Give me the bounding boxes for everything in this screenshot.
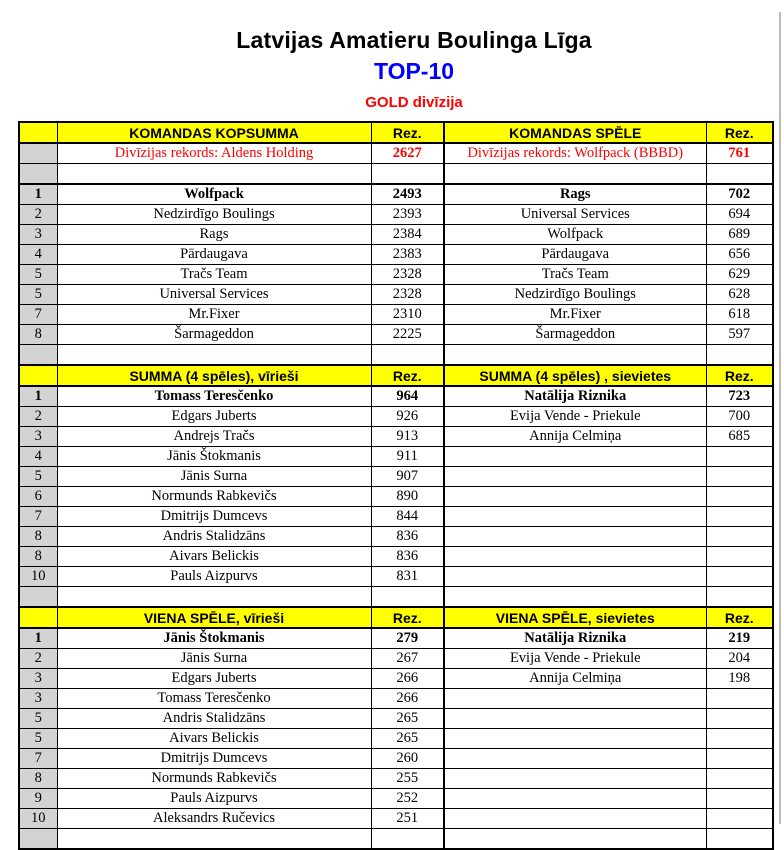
- name-cell: Edgars Juberts: [57, 407, 371, 427]
- name-cell: Evija Vende - Priekule: [444, 649, 706, 669]
- table-row: [19, 749, 773, 769]
- spacer-cell: [706, 829, 773, 850]
- score-cell: 198: [706, 669, 773, 689]
- rank-cell: 7: [19, 749, 57, 769]
- spacer-cell: [371, 829, 444, 850]
- table-row: [19, 689, 773, 709]
- rank-cell: 5: [19, 265, 57, 285]
- standings-table: [18, 121, 774, 850]
- spacer-cell: [57, 345, 371, 366]
- spacer-cell: [371, 345, 444, 366]
- score-cell: 700: [706, 407, 773, 427]
- score-cell: [706, 527, 773, 547]
- score-cell: 255: [371, 769, 444, 789]
- table-row: [19, 789, 773, 809]
- name-cell: Dmitrijs Dumcevs: [57, 507, 371, 527]
- table-row: [19, 709, 773, 729]
- name-cell: [444, 547, 706, 567]
- name-cell: Andris Stalidzāns: [57, 709, 371, 729]
- table-row: [19, 407, 773, 427]
- rank-cell: 10: [19, 567, 57, 587]
- name-cell: Šarmageddon: [444, 325, 706, 345]
- score-cell: 251: [371, 809, 444, 829]
- name-cell: Universal Services: [444, 205, 706, 225]
- record-label-cell: Divīzijas rekords: Wolfpack (BBBD): [444, 143, 706, 164]
- score-cell: 2383: [371, 245, 444, 265]
- spacer-cell: [371, 164, 444, 185]
- score-cell: 252: [371, 789, 444, 809]
- rez-header-cell: Rez.: [706, 365, 773, 386]
- name-cell: Tomass Teresčenko: [57, 386, 371, 407]
- top10-subtitle: TOP-10: [373, 58, 455, 84]
- table-row: [19, 809, 773, 829]
- rank-cell: 4: [19, 447, 57, 467]
- name-cell: Jānis Surna: [57, 467, 371, 487]
- name-cell: [444, 467, 706, 487]
- spacer-cell: [444, 164, 706, 185]
- table-row: [19, 607, 773, 628]
- score-cell: 926: [371, 407, 444, 427]
- score-cell: 2328: [371, 265, 444, 285]
- rank-cell: 2: [19, 205, 57, 225]
- score-cell: 694: [706, 205, 773, 225]
- name-cell: Normunds Rabkevičs: [57, 769, 371, 789]
- score-cell: 844: [371, 507, 444, 527]
- name-cell: [444, 769, 706, 789]
- score-cell: 628: [706, 285, 773, 305]
- name-cell: Aivars Belickis: [57, 547, 371, 567]
- name-cell: [444, 689, 706, 709]
- name-cell: [444, 487, 706, 507]
- section-title-cell: KOMANDAS SPĒLE: [444, 122, 706, 143]
- name-cell: Nedzirdīgo Boulings: [444, 285, 706, 305]
- score-cell: [706, 447, 773, 467]
- rank-cell: 2: [19, 407, 57, 427]
- table-row: [19, 729, 773, 749]
- rank-cell: 10: [19, 809, 57, 829]
- spacer-cell: [706, 587, 773, 608]
- corner-header-cell: [19, 365, 57, 386]
- table-row: [19, 547, 773, 567]
- score-cell: 2384: [371, 225, 444, 245]
- table-row: [19, 184, 773, 205]
- rez-header-cell: Rez.: [706, 607, 773, 628]
- score-cell: [706, 487, 773, 507]
- section-title-cell: SUMMA (4 spēles), vīrieši: [57, 365, 371, 386]
- rank-cell: 7: [19, 507, 57, 527]
- rez-header-cell: Rez.: [371, 122, 444, 143]
- name-cell: Tračs Team: [57, 265, 371, 285]
- table-row: [19, 325, 773, 345]
- score-cell: [706, 689, 773, 709]
- division-label: GOLD divīzija: [365, 94, 463, 111]
- name-cell: [444, 507, 706, 527]
- table-row: [19, 487, 773, 507]
- table-row: [19, 164, 773, 185]
- name-cell: Rags: [444, 184, 706, 205]
- name-cell: Aleksandrs Ručevics: [57, 809, 371, 829]
- name-cell: [444, 729, 706, 749]
- rank-cell: 3: [19, 689, 57, 709]
- rank-cell: 3: [19, 669, 57, 689]
- spacer-cell: [706, 345, 773, 366]
- score-cell: 265: [371, 709, 444, 729]
- name-cell: [444, 749, 706, 769]
- table-row: [19, 769, 773, 789]
- name-cell: Evija Vende - Priekule: [444, 407, 706, 427]
- name-cell: Jānis Štokmanis: [57, 628, 371, 649]
- score-cell: 618: [706, 305, 773, 325]
- rank-cell: 5: [19, 729, 57, 749]
- rank-cell: 8: [19, 325, 57, 345]
- score-cell: 911: [371, 447, 444, 467]
- name-cell: Dmitrijs Dumcevs: [57, 749, 371, 769]
- rez-header-cell: Rez.: [371, 365, 444, 386]
- rank-cell: 2: [19, 649, 57, 669]
- score-cell: 2493: [371, 184, 444, 205]
- score-cell: 265: [371, 729, 444, 749]
- rank-cell: 4: [19, 245, 57, 265]
- rank-cell: [19, 345, 57, 366]
- rank-cell: 5: [19, 285, 57, 305]
- rank-cell: 8: [19, 527, 57, 547]
- score-cell: [706, 567, 773, 587]
- spacer-cell: [57, 587, 371, 608]
- name-cell: Natālija Riznika: [444, 628, 706, 649]
- spacer-cell: [444, 345, 706, 366]
- name-cell: Annija Celmiņa: [444, 427, 706, 447]
- table-row: [19, 567, 773, 587]
- rank-cell: 7: [19, 305, 57, 325]
- score-cell: [706, 547, 773, 567]
- name-cell: Edgars Juberts: [57, 669, 371, 689]
- name-cell: Annija Celmiņa: [444, 669, 706, 689]
- table-row: [19, 143, 773, 164]
- table-row: [19, 507, 773, 527]
- table-row: [19, 669, 773, 689]
- score-cell: [706, 769, 773, 789]
- name-cell: Pauls Aizpurvs: [57, 567, 371, 587]
- section-title-cell: VIENA SPĒLE, vīrieši: [57, 607, 371, 628]
- rez-header-cell: Rez.: [706, 122, 773, 143]
- name-cell: [444, 709, 706, 729]
- rank-cell: 8: [19, 547, 57, 567]
- spacer-cell: [444, 587, 706, 608]
- score-cell: 702: [706, 184, 773, 205]
- rank-cell: 1: [19, 628, 57, 649]
- name-cell: Mr.Fixer: [444, 305, 706, 325]
- name-cell: [444, 567, 706, 587]
- score-cell: 266: [371, 669, 444, 689]
- name-cell: Aivars Belickis: [57, 729, 371, 749]
- score-cell: 913: [371, 427, 444, 447]
- spacer-cell: [371, 587, 444, 608]
- table-row: [19, 205, 773, 225]
- score-cell: [706, 749, 773, 769]
- score-cell: [706, 729, 773, 749]
- rank-cell: [19, 587, 57, 608]
- score-cell: [706, 809, 773, 829]
- table-row: [19, 427, 773, 447]
- score-cell: 2225: [371, 325, 444, 345]
- score-cell: 964: [371, 386, 444, 407]
- name-cell: Pārdaugava: [57, 245, 371, 265]
- rank-cell: 3: [19, 427, 57, 447]
- table-row: [19, 122, 773, 143]
- spacer-cell: [706, 164, 773, 185]
- spacer-cell: [57, 829, 371, 850]
- section-title-cell: SUMMA (4 spēles) , sievietes: [444, 365, 706, 386]
- score-cell: 267: [371, 649, 444, 669]
- name-cell: Universal Services: [57, 285, 371, 305]
- rank-cell: 1: [19, 184, 57, 205]
- score-cell: 723: [706, 386, 773, 407]
- score-cell: 260: [371, 749, 444, 769]
- record-value-cell: 2627: [371, 143, 444, 164]
- score-cell: [706, 467, 773, 487]
- name-cell: Pārdaugava: [444, 245, 706, 265]
- table-row: [19, 386, 773, 407]
- score-cell: 2393: [371, 205, 444, 225]
- table-row: [19, 527, 773, 547]
- name-cell: [444, 527, 706, 547]
- table-row: [19, 365, 773, 386]
- rank-cell: 5: [19, 709, 57, 729]
- name-cell: [444, 789, 706, 809]
- rank-cell: [19, 143, 57, 164]
- section-title-cell: VIENA SPĒLE, sievietes: [444, 607, 706, 628]
- score-cell: 597: [706, 325, 773, 345]
- score-cell: 689: [706, 225, 773, 245]
- score-cell: 219: [706, 628, 773, 649]
- name-cell: Mr.Fixer: [57, 305, 371, 325]
- rank-cell: 3: [19, 225, 57, 245]
- name-cell: Normunds Rabkevičs: [57, 487, 371, 507]
- name-cell: Wolfpack: [444, 225, 706, 245]
- rank-cell: 1: [19, 386, 57, 407]
- page-title: Latvijas Amatieru Boulinga Līga: [236, 27, 592, 53]
- rank-cell: 8: [19, 769, 57, 789]
- record-label-cell: Divīzijas rekords: Aldens Holding: [57, 143, 371, 164]
- rank-cell: 9: [19, 789, 57, 809]
- score-cell: [706, 789, 773, 809]
- score-cell: 685: [706, 427, 773, 447]
- score-cell: [706, 507, 773, 527]
- score-cell: 2328: [371, 285, 444, 305]
- name-cell: Wolfpack: [57, 184, 371, 205]
- name-cell: Tračs Team: [444, 265, 706, 285]
- corner-header-cell: [19, 122, 57, 143]
- spacer-cell: [444, 829, 706, 850]
- name-cell: Nedzirdīgo Boulings: [57, 205, 371, 225]
- rez-header-cell: Rez.: [371, 607, 444, 628]
- name-cell: Andris Stalidzāns: [57, 527, 371, 547]
- record-value-cell: 761: [706, 143, 773, 164]
- name-cell: [444, 809, 706, 829]
- name-cell: Andrejs Tračs: [57, 427, 371, 447]
- score-cell: 836: [371, 527, 444, 547]
- name-cell: Tomass Teresčenko: [57, 689, 371, 709]
- score-cell: 656: [706, 245, 773, 265]
- spacer-cell: [57, 164, 371, 185]
- corner-header-cell: [19, 607, 57, 628]
- score-cell: 266: [371, 689, 444, 709]
- score-cell: [706, 709, 773, 729]
- table-row: [19, 285, 773, 305]
- score-cell: 836: [371, 547, 444, 567]
- table-row: [19, 467, 773, 487]
- table-row: [19, 265, 773, 285]
- name-cell: Natālija Riznika: [444, 386, 706, 407]
- name-cell: Rags: [57, 225, 371, 245]
- rank-cell: [19, 164, 57, 185]
- score-cell: 204: [706, 649, 773, 669]
- table-row: [19, 628, 773, 649]
- table-row: [19, 225, 773, 245]
- score-cell: 2310: [371, 305, 444, 325]
- table-row: [19, 447, 773, 467]
- score-cell: 629: [706, 265, 773, 285]
- name-cell: Pauls Aizpurvs: [57, 789, 371, 809]
- table-row: [19, 305, 773, 325]
- window-edge: [779, 12, 781, 824]
- score-cell: 831: [371, 567, 444, 587]
- table-row: [19, 345, 773, 366]
- table-row: [19, 649, 773, 669]
- name-cell: Jānis Štokmanis: [57, 447, 371, 467]
- score-cell: 890: [371, 487, 444, 507]
- table-row: [19, 245, 773, 265]
- rank-cell: 6: [19, 487, 57, 507]
- score-cell: 279: [371, 628, 444, 649]
- section-title-cell: KOMANDAS KOPSUMMA: [57, 122, 371, 143]
- score-cell: 907: [371, 467, 444, 487]
- rank-cell: 5: [19, 467, 57, 487]
- rank-cell: [19, 829, 57, 850]
- name-cell: Jānis Surna: [57, 649, 371, 669]
- table-row: [19, 587, 773, 608]
- name-cell: [444, 447, 706, 467]
- table-row: [19, 829, 773, 850]
- name-cell: Šarmageddon: [57, 325, 371, 345]
